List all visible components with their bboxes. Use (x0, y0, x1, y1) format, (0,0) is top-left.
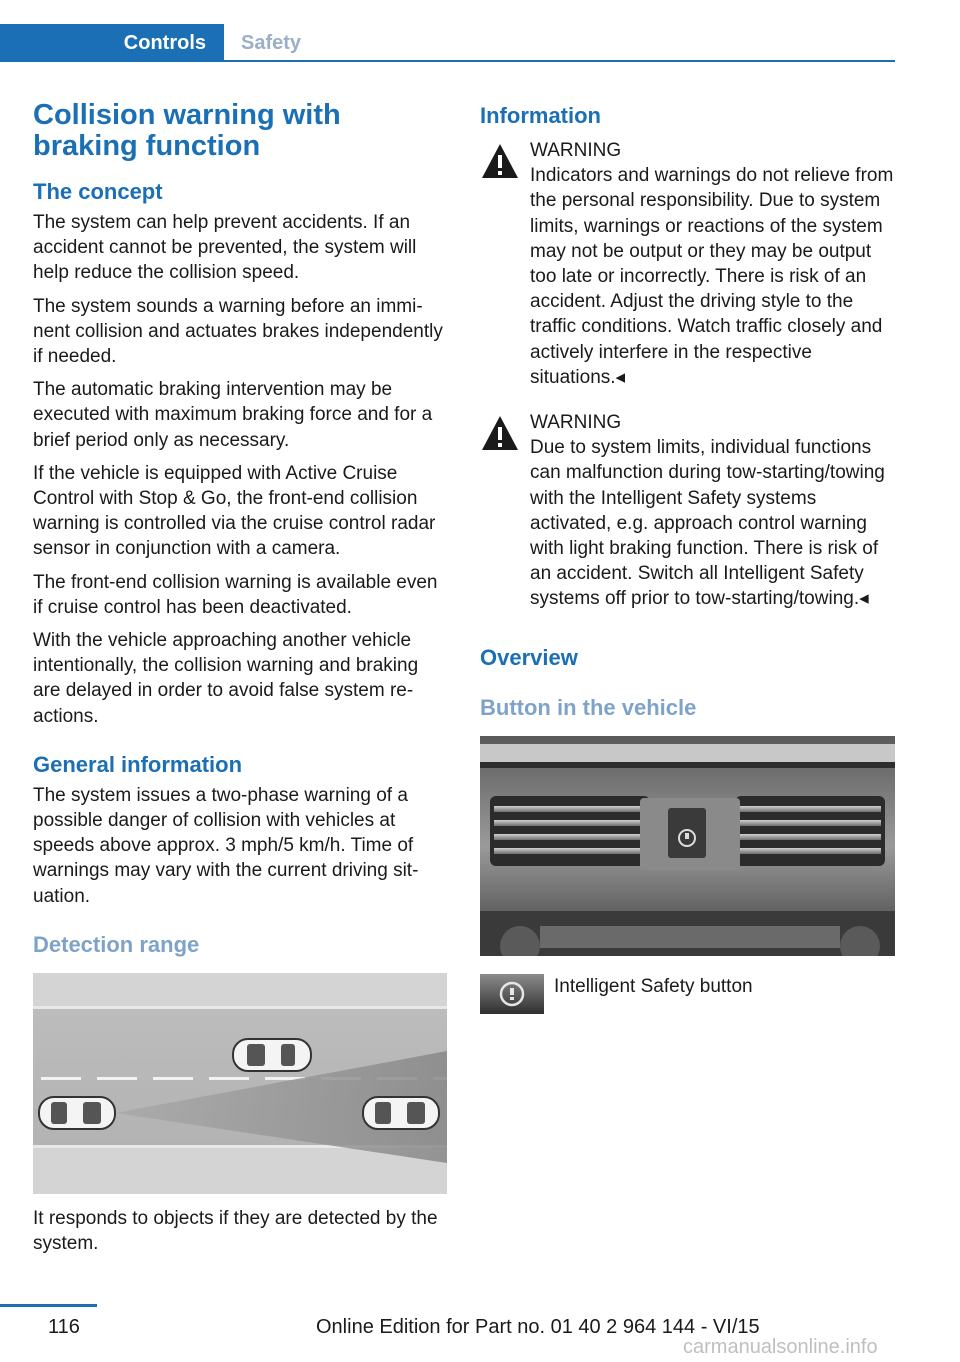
concept-heading: The concept (33, 179, 163, 204)
warning-label: WARNING (530, 140, 622, 161)
car-ahead-icon (233, 1039, 311, 1071)
warning-block (480, 410, 895, 612)
concept-paragraph: If the vehicle is equipped with Active Cruise Control with Stop & Go, the front-end collision warning is controlled via the cruise control radar sensor in conjunction with a camera. (33, 462, 436, 560)
concept-paragraph: The system can help prevent accidents. If an accident cannot be prevented, the system will help reduce the collision speed. (33, 212, 417, 284)
warning-text: Indicators and warnings do not relieve from the personal responsibility. Due to system limits, warnings or reactions of the system may not be output or they may be output too late or incorrectly. There is risk of an accident. Adjust the driving style to the traffic conditions. Watch traffic closely and actively interfere in the respective situations.◂ (530, 165, 894, 388)
general-info-heading: General information (33, 751, 243, 777)
dashboard-photo (480, 736, 895, 956)
warning-block (480, 138, 895, 390)
general-info-paragraph: The system issues a two-phase warning of a possible danger of collision with vehicles at speeds above approx. 3 mph/5 km/h. Time of warnings may vary with the current driving situation. (33, 784, 419, 907)
concept-paragraph: With the vehicle approaching another vehicle intentionally, the collision warning and braking are delayed in order to avoid false system reactions. (33, 630, 419, 727)
tab-safety[interactable]: Safety (241, 31, 302, 54)
concept-paragraph: The system sounds a warning before an imminent collision and actuates brakes independently if needed. (33, 295, 443, 368)
left-column (33, 100, 447, 1264)
concept-paragraph: The front-end collision warning is available even if cruise control has been deactivated. (33, 571, 438, 618)
button-caption: Intelligent Safety button (554, 975, 753, 997)
overview-heading: Overview (480, 644, 578, 670)
information-heading: Information (480, 103, 601, 128)
detection-range-illustration (33, 973, 447, 1194)
button-in-vehicle-heading: Button in the vehicle (480, 694, 697, 720)
watermark: carmanualsonline.info (683, 1336, 878, 1358)
tab-controls[interactable]: Controls (0, 24, 224, 62)
detection-range-heading: Detection range (33, 931, 200, 957)
page-title: Collision warning with braking function (33, 99, 341, 162)
intelligent-safety-button-icon (480, 974, 544, 1014)
page-number: 116 (48, 1316, 80, 1338)
warning-triangle-icon (480, 141, 520, 181)
concept-paragraph: The automatic braking intervention may be executed with maximum braking force and for a brief period only as necessary. (33, 379, 433, 451)
own-car-icon (39, 1097, 115, 1129)
page-number-rule (0, 1304, 97, 1307)
warning-label: WARNING (530, 412, 622, 434)
edition-footer: Online Edition for Part no. 01 40 2 964 144 - VI/15 (316, 1316, 760, 1338)
warning-triangle-icon (480, 413, 520, 453)
button-caption-row (480, 974, 895, 1016)
detection-caption: It responds to objects if they are detected by the system. (33, 1207, 438, 1255)
warning-text: Due to system limits, individual functions can malfunction during tow-starting/towing with the Intelligent Safety systems activated, e.g. approach control warning with light braking function. There is risk of an accident. Switch all Intelligent Safety systems off prior to tow-starting/towing.◂ (530, 437, 885, 610)
car-in-lane-icon (363, 1097, 439, 1129)
right-column (480, 100, 895, 1016)
header-divider (0, 60, 895, 62)
